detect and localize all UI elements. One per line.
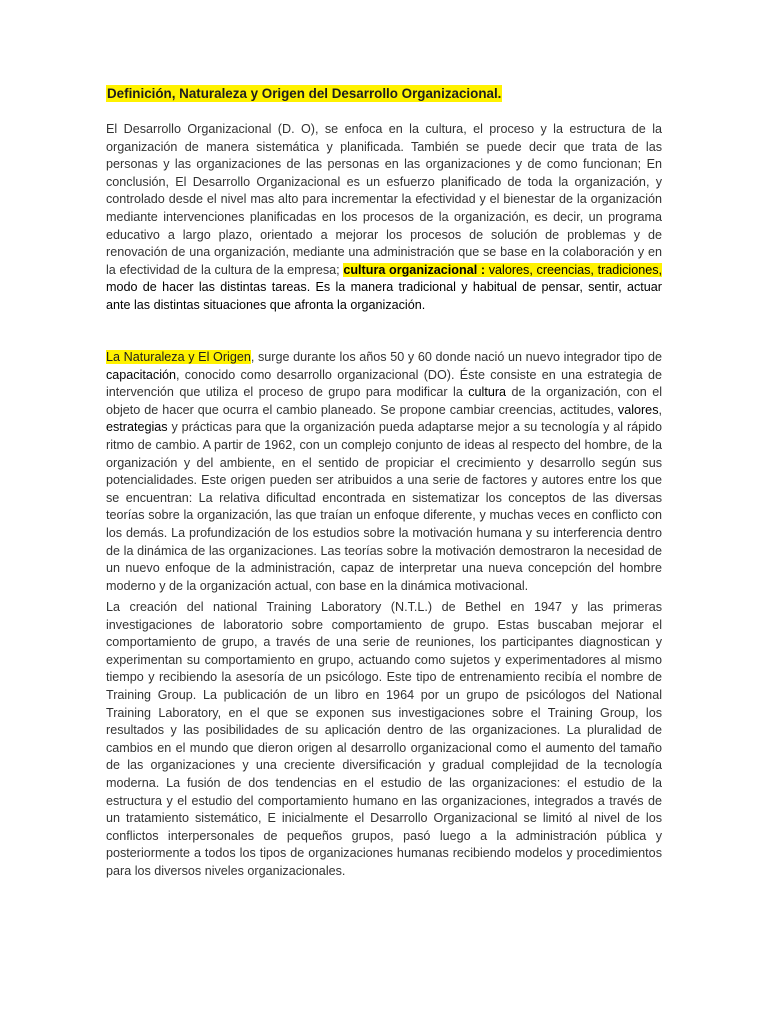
term-capacitacion: capacitación	[106, 367, 177, 382]
paragraph-definition	[106, 121, 662, 315]
paragraph-text-a: , surge durante los años 50 y 60 donde nació un nuevo integrador tipo de	[250, 350, 662, 364]
paragraph-text-e: y prácticas para que la organización pueda adaptarse mejor a su tecnología y al rápido ritmo de cambio. A partir de 1962, con un complejo conjunto de ideas al respecto del hombre, de la organización y del ambiente, en el sentido de propiciar el crecimiento y desarrollo según sus potencialidades. Este origen pueden ser atribuidos a una serie de factores y autores entre los que se encuentran: La relativa dificultad encontrada en sistematizar los conceptos de las diversas teorías sobre la organización, las que traían un enfoque diferente, y muchas veces en conflicto con los demás. La profundización de los estudios sobre la motivación humana y su interferencia dentro de la dinámica de las organizaciones. Las teorías sobre la motivación demostraron la necesidad de un nuevo enfoque de la administración, capaz de interpretar una nueva concepción del hombre moderno y de la organización actual, con base en la dinámica motivacional.	[106, 420, 662, 593]
term-valores: valores	[617, 402, 659, 417]
highlight-cultura-organizacional	[343, 263, 662, 277]
paragraph-definition-text: El Desarrollo Organizacional (D. O), se enfoca en la cultura, el proceso y la estructura de la organización de manera sistemática y planificada. También se puede decir que trata de las personas y las organizaciones de las personas en las organizaciones y de como funcionan; En conclusión, El Desarrollo Organizacional es un esfuerzo planificado de toda la organización, y controlado desde el nivel mas alto para incrementar la efectividad y el bienestar de la organización mediante intervenciones planificadas en los procesos de la organización, es decir, un programa educativo a largo plazo, orientado a mejorar los procesos de solución de problemas y de renovación de una organización, mediante una administración que se base en la colaboración y en la efectividad de la cultura de la empresa;	[106, 122, 662, 277]
paragraph-text-c: de la organización, con el objeto de hacer que ocurra el cambio planeado. Se propone cambiar creencias, actitudes,	[106, 385, 662, 417]
document-title: Definición, Naturaleza y Origen del Desarrollo Organizacional.	[107, 86, 502, 101]
paragraph-naturaleza-origen	[106, 349, 662, 595]
term-cultura-organizacional: cultura organizacional :	[343, 262, 486, 277]
term-estrategias: estrategias	[106, 420, 168, 435]
term-cultura: cultura	[468, 385, 507, 400]
highlight-naturaleza-origen: La Naturaleza y El Origen	[106, 350, 251, 364]
paragraph-definition-tail: modo de hacer las distintas tareas. Es la manera tradicional y habitual de pensar, sentir, actuar ante las distintas situaciones que afronta la organización.	[106, 280, 662, 312]
paragraph-text-d: ,	[658, 402, 662, 417]
highlight-values-text: valores, creencias, tradiciones,	[485, 262, 663, 277]
paragraph-text-b: , conocido como desarrollo organizacional (DO). Éste consiste en una estrategia de intervención que utiliza el proceso de grupo para modificar la	[106, 367, 662, 400]
paragraph-ntl-history: La creación del national Training Laboratory (N.T.L.) de Bethel en 1947 y las primeras investigaciones de laboratorio sobre comportamiento de grupo. Estas buscaban mejorar el comportamiento de grupo, a través de una serie de reuniones, los participantes diagnostican y experimentan su comportamiento en grupo, actuando como sujetos y experimentadores al mismo tiempo y recibiendo la asesoría de un psicólogo. Este tipo de entrenamiento recibía el nombre de Training Group. La publicación de un libro en 1964 por un grupo de psicólogos del National Training Laboratory, en el que se exponen sus investigaciones sobre el Training Group, los resultados y las posibilidades de su aplicación dentro de las organizaciones. La pluralidad de cambios en el mundo que dieron origen al desarrollo organizacional como el aumento del tamaño de las organizaciones y una creciente diversificación y gradual complejidad de la tecnología moderna. La fusión de dos tendencias en el estudio de las organizaciones: el estudio de la estructura y el estudio del comportamiento humano en las organizaciones, integrados a través de un tratamiento sistemático, E inicialmente el Desarrollo Organizacional se limitó al nivel de los conflictos interpersonales de pequeños grupos, pasó luego a la administración pública y posteriormente a todos los tipos de organizaciones humanas recibiendo modelos y procedimientos para los diversos niveles organizacionales.	[106, 600, 662, 878]
